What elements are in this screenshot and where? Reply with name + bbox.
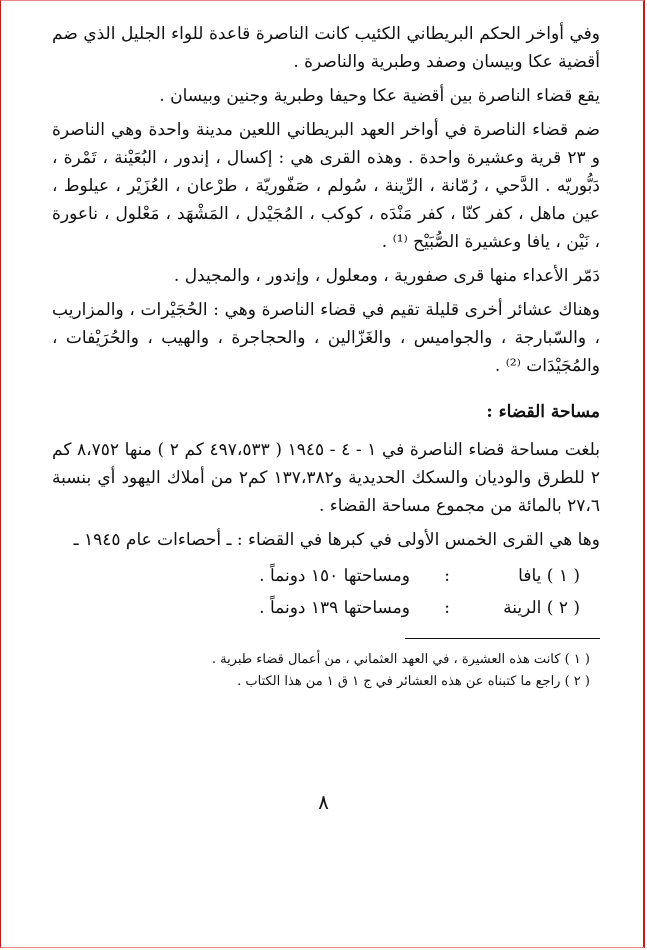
village-name: ( ٢ ) الرينة (503, 598, 580, 618)
village-area: ومساحتها ١٣٩ دونماً . (259, 598, 410, 618)
section-heading-district-area: مساحة القضاء : (486, 402, 600, 422)
paragraph-galilee-district: وفي أواخر الحكم البريطاني الكئيب كانت الناصرة قاعدة للواء الجليل الذي ضم أقضية عكا وبيسان وصفد وطبرية والناصرة . (52, 24, 600, 72)
paragraph-destroyed-villages: دَمّر الأعداء منها قرى صفورية ، ومعلول ، وإندور ، والمجيدل . (173, 266, 600, 286)
paragraph-district-location: يقع قضاء الناصرة بين أقضية عكا وحيفا وطبرية وجنين وبيسان . (159, 86, 600, 106)
village-row (52, 592, 600, 624)
village-separator: : (444, 566, 450, 586)
paragraph-area-stats: بلغت مساحة قضاء الناصرة في ١ - ٤ - ١٩٤٥ ( ٤٩٧،٥٣٣ كم ٢ ) منها ٨،٧٥٢ كم ٢ للطرق والوديان والسكك الحديدية و١٣٧،٣٨٢ كم٢ من أملاك اليهود أي بنسبة ٢٧،٦ بالمائة من مجموع مساحة القضاء . (52, 440, 600, 516)
footnote-1: ( ١ ) كانت هذه العشيرة ، في العهد العثماني ، من أعمال قضاء طبرية . (211, 652, 590, 667)
village-name: ( ١ ) يافا (518, 566, 580, 586)
largest-villages-list (52, 560, 600, 624)
page-number: ٨ (318, 790, 329, 814)
paragraph-other-tribes: وهناك عشائر أخرى قليلة تقيم في قضاء الناصرة وهي : الحُجَيْرات ، والمزاريب ، والسّبارجة ، والجواميس ، والغَزّالين ، والحجاجرة ، والهيب ، والحُرَيْفات ، والمُجَيْدَات ⁽²⁾ . (52, 300, 600, 376)
document-page (52, 20, 600, 693)
footnote-divider (405, 638, 600, 639)
village-separator: : (444, 598, 450, 618)
paragraph-largest-villages-intro: وها هي القرى الخمس الأولى في كبرها في القضاء : ـ أحصاءات عام ١٩٤٥ ـ (73, 530, 600, 550)
village-area: ومساحتها ١٥٠ دونماً . (259, 566, 410, 586)
village-row (52, 560, 600, 592)
footnote-2: ( ٢ ) راجع ما كتبناه عن هذه العشائر في ج ١ ق ١ من هذا الكتاب . (237, 674, 590, 689)
paragraph-villages-list: ضم قضاء الناصرة في أواخر العهد البريطاني اللعين مدينة واحدة وهي الناصرة و ٢٣ قرية وعشيرة واحدة . وهذه القرى هي : إكسال ، إندور ، البُعَيْنة ، تَمْرة ، دَبُّوريّه . الدَّحي ، رُمّانة ، الرِّينة ، سُولم ، صَفّوريّة ، طرْعان ، العُزَيْر ، عيلوط ، عين ماهل ، كفر كنّا ، كفر مَنْدَه ، كوكب ، المُجَيْدل ، المَشْهَد ، مَعْلول ، ناعورة ، نَيْن ، يافا وعشيرة الصُّبَيْح ⁽¹⁾ . (52, 120, 600, 252)
